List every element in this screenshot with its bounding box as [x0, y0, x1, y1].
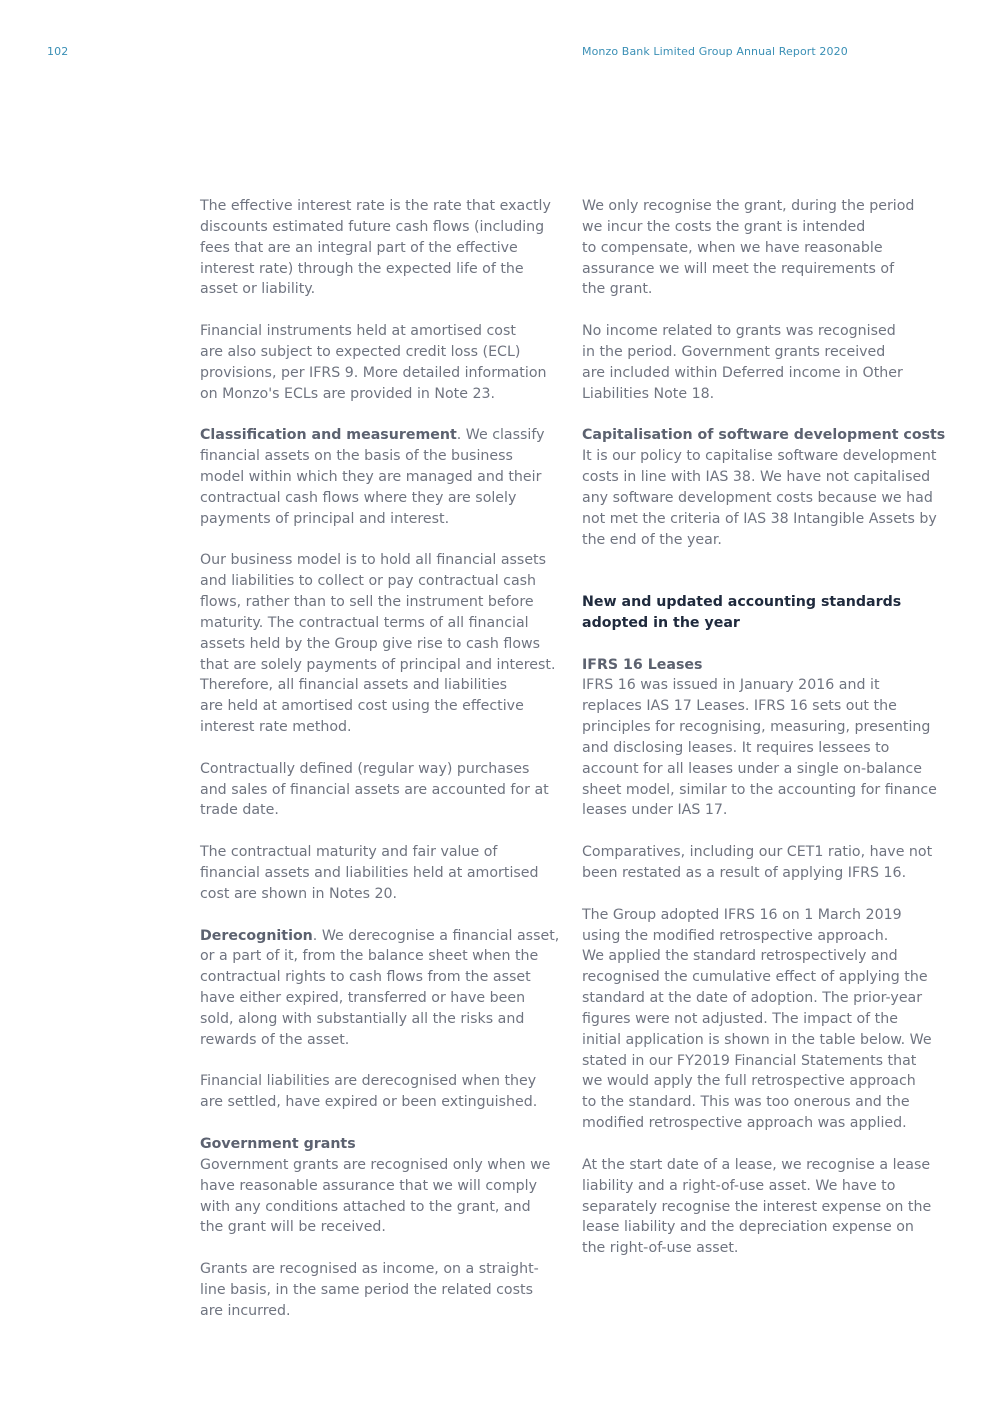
business-model-paragraph: Our business model is to hold all financial assets and liabilities to collect or pay contractual cash flows, rather than to sell the instrument before maturity. The contractual terms of all financial assets held by the Group give rise to cash flows that are solely payments of principal and interest. Therefore, all financial assets and liabilities are held at amortised cost using the effective interest rate method. — [200, 552, 556, 736]
classification-text: . We classify financial assets on the basis of the business model within which they are managed and their contractual cash flows where they are solely payments of principal and interest. — [200, 427, 545, 527]
liabilities-derecognition-paragraph: Financial liabilities are derecognised when they are settled, have expired or been extinguished. — [200, 1073, 538, 1111]
right-column — [582, 196, 948, 1280]
regular-way-paragraph: Contractually defined (regular way) purchases and sales of financial assets are accounted for at trade date. — [200, 760, 549, 819]
effective-interest-paragraph: The effective interest rate is the rate that exactly discounts estimated future cash flows (including fees that are an integral part of the effective interest rate) through the expected life of the asset or liability. — [200, 198, 551, 298]
classification-heading: Classification and measurement — [200, 427, 457, 444]
software-heading: Capitalisation of software development costs — [582, 427, 946, 444]
government-grants-heading: Government grants — [200, 1135, 356, 1152]
derecognition-heading: Derecognition — [200, 927, 313, 944]
government-grants-text: Government grants are recognised only when we have reasonable assurance that we will comply with any conditions attached to the grant, and the grant will be received. — [200, 1156, 551, 1236]
software-text: It is our policy to capitalise software development costs in line with IAS 38. We have not capitalised any software development costs because we had not met the criteria of IAS 38 Intangible Assets by the end of the year. — [582, 448, 937, 548]
ifrs16-text: IFRS 16 was issued in January 2016 and it replaces IAS 17 Leases. IFRS 16 sets out the principles for recognising, measuring, presenting and disclosing leases. It requires lessees to account for all leases under a single on-balance sheet model, similar to the accounting for finance leases under IAS 17. — [582, 677, 937, 819]
contractual-maturity-paragraph: The contractual maturity and fair value of financial assets and liabilities held at amortised cost are shown in Notes 20. — [200, 844, 539, 902]
ecl-paragraph: Financial instruments held at amortised cost are also subject to expected credit loss (ECL) provisions, per IFRS 9. More detailed information on Monzo's ECLs are provided in Note 23. — [200, 323, 547, 402]
left-column — [200, 196, 562, 1342]
comparatives-paragraph: Comparatives, including our CET1 ratio, have not been restated as a result of applying IFRS 16. — [582, 844, 933, 881]
lease-recognition-paragraph: At the start date of a lease, we recognise a lease liability and a right-of-use asset. We have to separately recognise the interest expense on the lease liability and the depreciation expense on the right-of-use asset. — [582, 1156, 932, 1257]
report-title: Monzo Bank Limited Group Annual Report 2020 — [582, 45, 848, 58]
grant-income-paragraph: No income related to grants was recognised in the period. Government grants received are included within Deferred income in Other Liabilities Note 18. — [582, 323, 903, 402]
derecognition-text: . We derecognise a financial asset, or a part of it, from the balance sheet when the contractual rights to cash flows from the asset have either expired, transferred or have been sold, along with substantially all the risks and rewards of the asset. — [200, 927, 560, 1048]
derecognition-paragraph — [200, 926, 562, 1051]
ifrs16-adoption-paragraph: The Group adopted IFRS 16 on 1 March 2019 using the modified retrospective approach. We applied the standard retrospectively and recognised the cumulative effect of applying the standard at the date of adoption. The prior-year figures were not adjusted. The impact of the initial application is shown in the table below. We stated in our FY2019 Financial Statements that we would apply the full retrospective approach to the standard. This was too onerous and the modified retrospective approach was applied. — [582, 906, 932, 1132]
page-number: 102 — [47, 45, 69, 58]
classification-paragraph — [200, 425, 562, 529]
ifrs16-paragraph — [582, 655, 948, 822]
grant-recognition-paragraph: We only recognise the grant, during the period we incur the costs the grant is intended to compensate, when we have reasonable assurance we will meet the requirements of the grant. — [582, 198, 915, 298]
ifrs16-heading: IFRS 16 Leases — [582, 656, 703, 673]
government-grants-paragraph — [200, 1134, 562, 1238]
section-heading: New and updated accounting standards adopted in the year — [582, 594, 902, 631]
software-paragraph — [582, 425, 948, 550]
grants-income-paragraph: Grants are recognised as income, on a straight- line basis, in the same period the related costs are incurred. — [200, 1261, 539, 1319]
